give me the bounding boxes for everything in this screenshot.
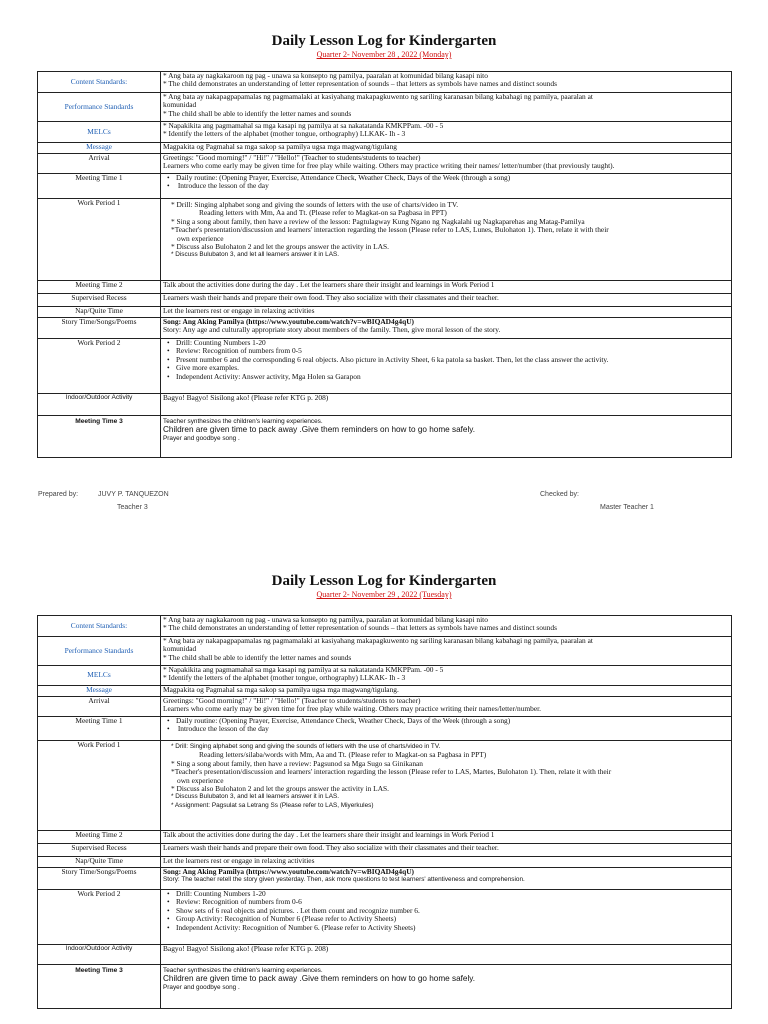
bullet-item: • Introduce the lesson of the day bbox=[163, 725, 729, 733]
text-line: * Discuss also Bulohaton 2 and let the groups answer the activity in LAS. bbox=[171, 242, 389, 252]
text-line: Prayer and goodbye song . bbox=[163, 983, 240, 991]
log-date: Quarter 2- November 29 , 2022 (Tuesday) bbox=[316, 590, 452, 599]
nap-time-cell bbox=[161, 857, 732, 868]
text-line: Bagyo! Bagyo! Sisilong ako! (Please refer KTG p. 208) bbox=[163, 944, 329, 953]
meeting-time-2-cell bbox=[161, 281, 732, 294]
work-period-1-cell bbox=[161, 741, 732, 831]
label-performance-standards: Performance Standards bbox=[38, 93, 161, 122]
meeting-time-1-cell bbox=[161, 174, 732, 199]
arrival-cell bbox=[161, 697, 732, 717]
label-work-period-1: Work Period 1 bbox=[38, 741, 161, 831]
arrival-cell bbox=[161, 154, 732, 174]
label-melcs: MELCs bbox=[38, 122, 161, 143]
story-time-cell bbox=[161, 318, 732, 339]
lesson-table-monday bbox=[37, 71, 732, 458]
text-line: komunidad bbox=[163, 100, 197, 110]
text-line: komunidad bbox=[163, 644, 197, 654]
supervised-recess-cell bbox=[161, 844, 732, 857]
text-line: own experience bbox=[177, 233, 224, 243]
work-period-1-cell bbox=[161, 199, 732, 281]
content-standards-cell bbox=[161, 616, 732, 637]
text-line: Learners who come early may be given time for free play while waiting. Others may practice writing their names/letter/number. bbox=[163, 704, 542, 714]
text-line: Greetings: "Good morning!" / "Hi!" / "Hello!" (Teacher to students/students to teacher) bbox=[163, 153, 421, 162]
story-time-cell bbox=[161, 868, 732, 890]
text-line: *Teacher's presentation/discussion and learners' interaction regarding the lesson (Please refer to LAS, Martes, Bulohaton 1). Then, relate it with their bbox=[171, 767, 612, 777]
text-line: Magpakita og Pagmahal sa mga sakop sa pamilya ugsa mga magwang/tigulang bbox=[163, 142, 397, 151]
text-line: Bagyo! Bagyo! Sisilong ako! (Please refer KTG p. 208) bbox=[163, 393, 329, 402]
label-work-period-1: Work Period 1 bbox=[38, 199, 161, 281]
bullet-item: • Drill: Counting Numbers 1-20 bbox=[163, 339, 729, 347]
text-line: * Identify the letters of the alphabet (mother tongue, orthography) LLKAK- Ih - 3 bbox=[163, 673, 406, 683]
supervised-recess-cell bbox=[161, 294, 732, 307]
indoor-outdoor-cell bbox=[161, 394, 732, 416]
label-story-time: Story Time/Songs/Poems bbox=[38, 318, 161, 339]
lesson-table-tuesday bbox=[37, 615, 732, 1009]
text-line: * Napakikita ang pagmamahal sa mga kasapi ng pamilya at sa nakatatanda KMKPPam. -00 - 5 bbox=[163, 121, 444, 130]
label-performance-standards: Performance Standards bbox=[38, 637, 161, 666]
label-meeting-time-2: Meeting Time 2 bbox=[38, 281, 161, 294]
label-message: Message bbox=[38, 686, 161, 697]
text-line: * Ang bata ay nakapagpapamalas ng pagmamalaki at kasiyahang makapagkuwento ng sariling karanasan bilang kabahagi ng pamilya, paaralan at bbox=[163, 92, 593, 101]
bullet-item: • Give more examples. bbox=[163, 364, 729, 372]
text-line: Reading letters/silaba/words with Mm, Aa and Tt. (Please refer to Magkat-on sa Pagbasa in PPT) bbox=[199, 750, 487, 760]
text-line: *Teacher's presentation/discussion and learners' interaction regarding the lesson (Please refer to LAS, Lunes, Bulohaton 1). Then, relate it with their bbox=[171, 225, 609, 235]
text-line: * Drill: Singing alphabet song and giving the sounds of letters with the use of charts/video in TV. bbox=[171, 200, 459, 209]
nap-time-cell bbox=[161, 307, 732, 318]
log-date: Quarter 2- November 28 , 2022 (Monday) bbox=[316, 50, 452, 59]
text-line: Magpakita og Pagmahal sa mga sakop sa pamilya ugsa mga magwang/tigulang. bbox=[163, 685, 399, 694]
prepared-by-role: Teacher 3 bbox=[117, 504, 148, 511]
text-line: * Discuss also Bulohaton 2 and let the groups answer the activity in LAS. bbox=[171, 784, 389, 794]
text-line: own experience bbox=[177, 775, 224, 785]
text-line: Reading letters with Mm, Aa and Tt. (Please refer to Magkat-on sa Pagbasa in PPT) bbox=[199, 208, 447, 218]
text-line: * Ang bata ay nakapagpapamalas ng pagmamalaki at kasiyahang makapagkuwento ng sariling karanasan bilang kabahagi ng pamilya, paaralan at bbox=[163, 636, 593, 645]
text-line: * Ang bata ay nagkakaroon ng pag - unawa sa konsepto ng pamilya, paaralan at komunidad bilang kasapi nito bbox=[163, 71, 488, 80]
lesson-log-monday bbox=[0, 33, 768, 60]
label-indoor-outdoor: Indoor/Outdoor Activity bbox=[38, 394, 161, 416]
performance-standards-cell bbox=[161, 93, 732, 122]
indoor-outdoor-cell bbox=[161, 945, 732, 965]
text-line: Learners wash their hands and prepare their own food. They also socialize with their classmates and their teacher. bbox=[163, 843, 499, 852]
checked-by-role: Master Teacher 1 bbox=[600, 504, 654, 511]
label-story-time: Story Time/Songs/Poems bbox=[38, 868, 161, 890]
meeting-time-3-cell bbox=[161, 416, 732, 458]
text-line: Story: The teacher retell the story given yesterday. Then, ask more questions to test learners' attentiveness and comprehension. bbox=[163, 876, 525, 884]
work-period-2-cell bbox=[161, 339, 732, 394]
content-standards-cell bbox=[161, 72, 732, 93]
bullet-item: • Show sets of 6 real objects and pictures. . Let them count and recognize number 6. bbox=[163, 907, 729, 915]
label-nap-time: Nap/Quite Time bbox=[38, 307, 161, 318]
label-supervised-recess: Supervised Recess bbox=[38, 844, 161, 857]
text-line: Children are given time to pack away .Give them reminders on how to go home safely. bbox=[163, 425, 476, 435]
text-line: * Discuss Bulubaton 3, and let all learners answer it in LAS. bbox=[171, 251, 340, 259]
label-meeting-time-1: Meeting Time 1 bbox=[38, 174, 161, 199]
text-line: Teacher synthesizes the children's learning experiences. bbox=[163, 418, 323, 425]
label-content-standards: Content Standards: bbox=[38, 616, 161, 637]
text-line: * Ang bata ay nagkakaroon ng pag - unawa sa konsepto ng pamilya, paaralan at komunidad bilang kasapi nito bbox=[163, 615, 488, 624]
label-arrival: Arrival bbox=[38, 154, 161, 174]
text-line: Let the learners rest or engage in relaxing activities bbox=[163, 856, 315, 865]
bullet-item: • Review: Recognition of numbers from 0-5 bbox=[163, 347, 729, 355]
bullet-item: • Independent Activity: Answer activity, Mga Holen sa Garapon bbox=[163, 373, 729, 381]
log-title: Daily Lesson Log for Kindergarten bbox=[271, 33, 497, 49]
bullet-item: • Group Activity: Recognition of Number 6 (Please refer to Activity Sheets) bbox=[163, 915, 729, 923]
text-line: Prayer and goodbye song . bbox=[163, 434, 240, 442]
text-line: Teacher synthesizes the children's learning experiences. bbox=[163, 967, 323, 974]
label-work-period-2: Work Period 2 bbox=[38, 339, 161, 394]
bullet-item: • Independent Activity: Recognition of Number 6. (Please refer to Activity Sheets) bbox=[163, 924, 729, 932]
label-melcs: MELCs bbox=[38, 666, 161, 686]
melcs-cell bbox=[161, 122, 732, 143]
meeting-time-3-cell bbox=[161, 965, 732, 1009]
log-title: Daily Lesson Log for Kindergarten bbox=[271, 573, 497, 589]
bullet-item: • Drill: Counting Numbers 1-20 bbox=[163, 890, 729, 898]
message-cell bbox=[161, 686, 732, 697]
label-nap-time: Nap/Quite Time bbox=[38, 857, 161, 868]
text-line: Talk about the activities done during the day . Let the learners share their insight and learnings in Work Period 1 bbox=[163, 280, 495, 289]
performance-standards-cell bbox=[161, 637, 732, 666]
text-line: * Assignment: Pagsulat sa Letrang Ss (Please refer to LAS, Miyerkules) bbox=[171, 801, 374, 809]
label-meeting-time-2: Meeting Time 2 bbox=[38, 831, 161, 844]
text-line: * Sing a song about family, then have a review of the lesson: Pagtulagway Kung Ngano ng Nagkalahi ug Nagkaparehas ang Matag-Pamilya bbox=[171, 216, 585, 226]
prepared-by-label: Prepared by: bbox=[38, 491, 79, 498]
text-line: * The child shall be able to identify the letter names and sounds bbox=[163, 652, 352, 662]
text-line: Song: Ang Aking Pamilya (https://www.youtube.com/watch?v=wBIQAD4g4qU) bbox=[163, 867, 415, 876]
text-line: Greetings: "Good morning!" / "Hi!" / "Hello!" (Teacher to students/students to teacher) bbox=[163, 696, 421, 705]
bullet-item: • Daily routine: (Opening Prayer, Exercise, Attendance Check, Weather Check, Days of the Week (through a song) bbox=[163, 174, 729, 182]
text-line: Story: Any age and culturally appropriate story about members of the family. Then, give moral lesson of the story. bbox=[163, 325, 501, 335]
text-line: Learners wash their hands and prepare their own food. They also socialize with their classmates and their teacher. bbox=[163, 293, 499, 302]
message-cell bbox=[161, 143, 732, 154]
text-line: Children are given time to pack away .Give them reminders on how to go home safely. bbox=[163, 974, 476, 984]
text-line: * Discuss Bulubaton 3, and let all learners answer it in LAS. bbox=[171, 793, 340, 801]
prepared-by-name: JUVY P. TANQUEZON bbox=[98, 491, 169, 498]
text-line: Learners who come early may be given time for free play while waiting. Others may practice writing their names/ letter/number (that previously taught). bbox=[163, 161, 615, 171]
text-line: * Identify the letters of the alphabet (mother tongue, orthography) LLKAK- Ih - 3 bbox=[163, 129, 406, 139]
bullet-item: • Daily routine: (Opening Prayer, Exercise, Attendance Check, Weather Check, Days of the Week (through a song) bbox=[163, 717, 729, 725]
text-line: * Sing a song about family, then have a review: Pagsunod sa Mga Sugo sa Ginikanan bbox=[171, 758, 423, 768]
label-content-standards: Content Standards: bbox=[38, 72, 161, 93]
checked-by-label: Checked by: bbox=[540, 491, 579, 498]
label-meeting-time-3: Meeting Time 3 bbox=[38, 416, 161, 458]
text-line: Let the learners rest or engage in relaxing activities bbox=[163, 306, 315, 315]
label-message: Message bbox=[38, 143, 161, 154]
label-meeting-time-3: Meeting Time 3 bbox=[38, 965, 161, 1009]
bullet-item: • Present number 6 and the corresponding 6 real objects. Also picture in Activity Sheet, 6 ka patola sa basket. Then, let the class answer the activity. bbox=[163, 356, 729, 364]
text-line: Song: Ang Aking Pamilya (https://www.youtube.com/watch?v=wBIQAD4g4qU) bbox=[163, 317, 415, 326]
text-line: * Drill: Singing alphabet song and giving the sounds of letters with the use of charts/video in TV. bbox=[171, 743, 441, 750]
label-meeting-time-1: Meeting Time 1 bbox=[38, 717, 161, 741]
text-line: * The child demonstrates an understanding of letter representation of sounds – that letters as symbols have names and distinct sounds bbox=[163, 79, 557, 89]
label-arrival: Arrival bbox=[38, 697, 161, 717]
label-supervised-recess: Supervised Recess bbox=[38, 294, 161, 307]
meeting-time-1-cell bbox=[161, 717, 732, 741]
bullet-item: • Review: Recognition of numbers from 0-6 bbox=[163, 898, 729, 906]
melcs-cell bbox=[161, 666, 732, 686]
lesson-log-tuesday bbox=[0, 573, 768, 600]
meeting-time-2-cell bbox=[161, 831, 732, 844]
label-work-period-2: Work Period 2 bbox=[38, 890, 161, 945]
work-period-2-cell bbox=[161, 890, 732, 945]
text-line: * Napakikita ang pagmamahal sa mga kasapi ng pamilya at sa nakatatanda KMKPPam. -00 - 5 bbox=[163, 665, 444, 674]
bullet-item: • Introduce the lesson of the day bbox=[163, 182, 729, 190]
text-line: Talk about the activities done during the day . Let the learners share their insight and learnings in Work Period 1 bbox=[163, 830, 495, 839]
text-line: * The child shall be able to identify the letter names and sounds bbox=[163, 108, 352, 118]
label-indoor-outdoor: Indoor/Outdoor Activity bbox=[38, 945, 161, 965]
text-line: * The child demonstrates an understanding of letter representation of sounds – that letters as symbols have names and distinct sounds bbox=[163, 623, 557, 633]
